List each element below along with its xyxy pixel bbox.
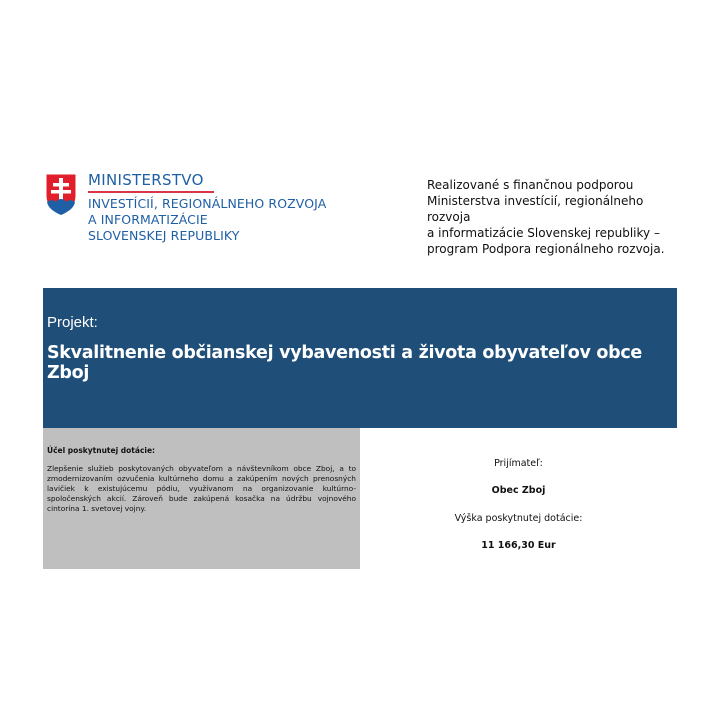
funding-line: Realizované s finančnou podporou — [427, 178, 634, 192]
recipient-label: Prijímateľ: — [494, 458, 543, 469]
funding-line: Ministerstva investícií, regionálneho — [427, 194, 644, 208]
recipient-panel — [360, 428, 677, 569]
project-title: Skvalitnenie občianskej vybavenosti a života obyvateľov obce Zboj — [47, 343, 642, 383]
project-label: Projekt: — [47, 314, 98, 331]
funding-line: program Podpora regionálneho rozvoja. — [427, 242, 665, 256]
funding-statement — [427, 177, 677, 257]
slovak-coat-of-arms-icon — [44, 172, 78, 216]
ministry-logo — [44, 170, 326, 244]
logo-line: A INFORMATIZÁCIE — [88, 212, 208, 227]
logo-line: SLOVENSKEJ REPUBLIKY — [88, 228, 240, 243]
purpose-panel — [43, 428, 360, 569]
amount-value: 11 166,30 Eur — [481, 540, 556, 551]
recipient-name: Obec Zboj — [491, 485, 546, 496]
amount-label: Výška poskytnutej dotácie: — [454, 513, 583, 524]
logo-line: INVESTÍCIÍ, REGIONÁLNEHO ROZVOJA — [88, 196, 327, 211]
funding-line: rozvoja — [427, 210, 471, 224]
logo-title: MINISTERSTVO — [88, 171, 214, 193]
project-banner — [43, 288, 677, 428]
funding-line: a informatizácie Slovenskej republiky – — [427, 226, 660, 240]
purpose-text: Zlepšenie služieb poskytovaných obyvateľom a návštevníkom obce Zboj, a to zmodernizovaním ozvučenia kultúrneho domu a zakúpením nových prenosných lavičiek k existujúcemu pódiu, využívanom na organizovanie kultúrno-spoločenských akcií. Zároveň bude zakúpená kosačka na údržbu vojnového cintorína 1. svetovej vojny. — [47, 464, 356, 513]
purpose-heading: Účel poskytnutej dotácie: — [47, 446, 156, 455]
